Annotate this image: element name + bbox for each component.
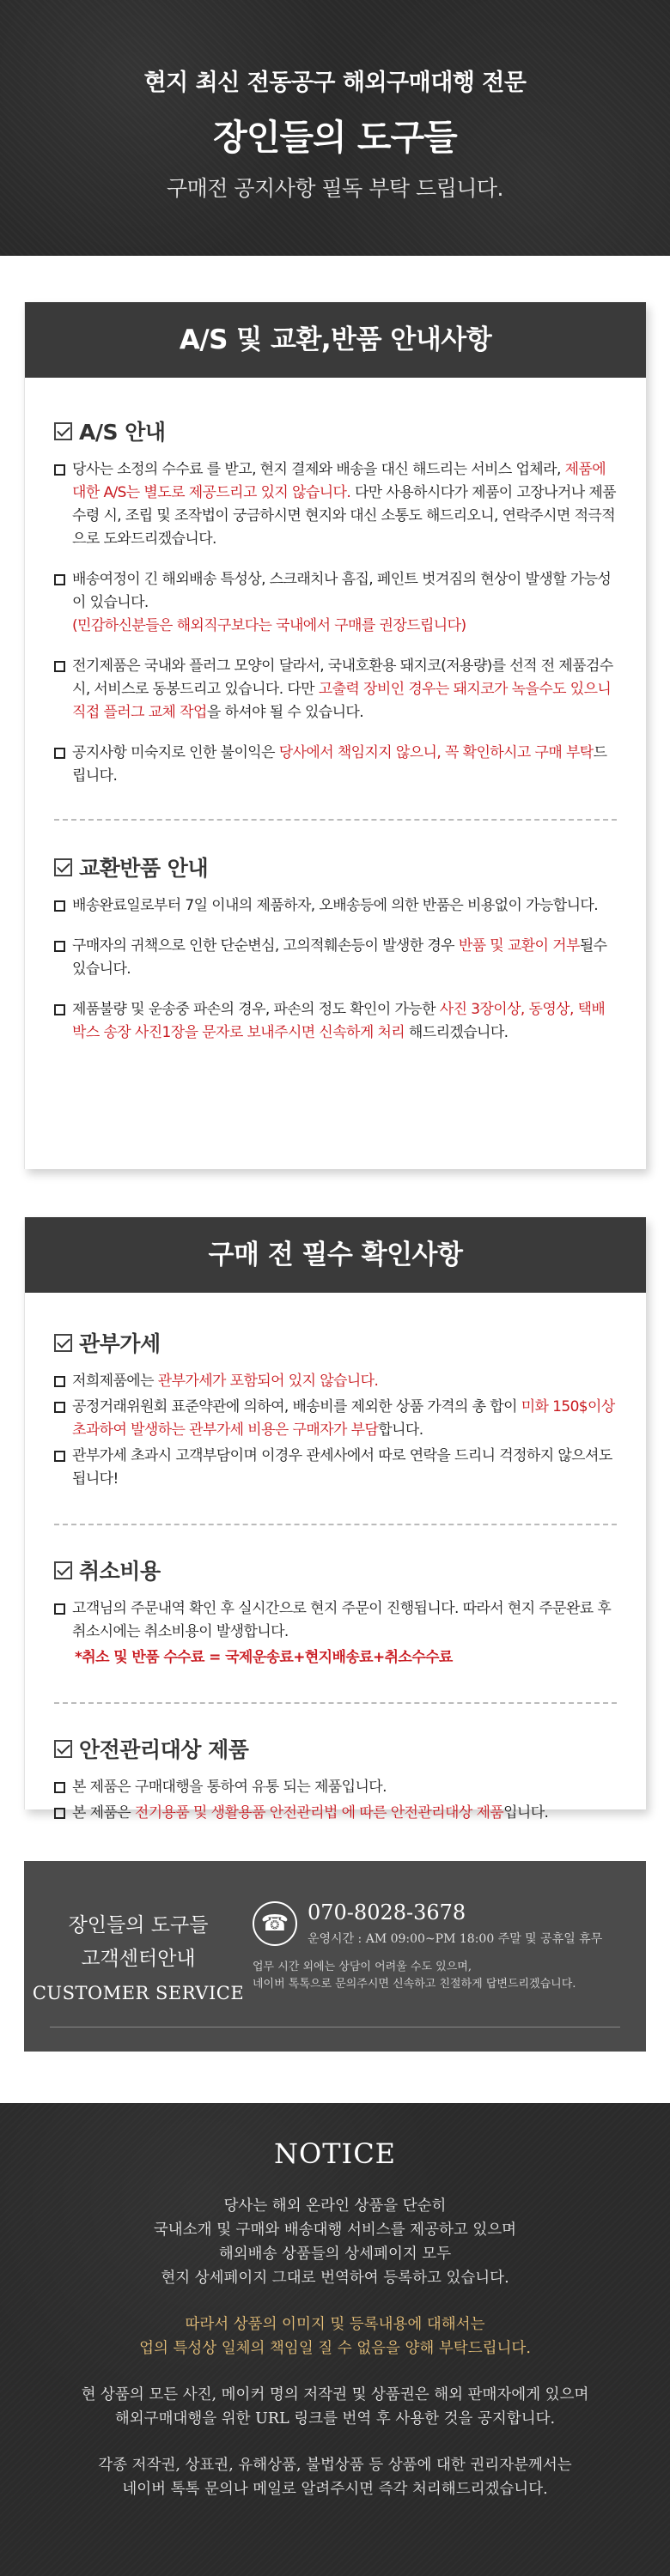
- as-card: [24, 302, 646, 1169]
- notice-paragraph-highlight: 따라서 상품의 이미지 및 등록내용에 대해서는 업의 특성상 일체의 책임일 질 수 없음을 양해 부탁드립니다.: [139, 2316, 531, 2357]
- checkbox-checked-icon: [54, 422, 72, 440]
- square-bullet-icon: [54, 661, 65, 672]
- notice-paragraph: 각종 저작권, 상표권, 유해상품, 불법상품 등 상품에 대한 권리자분께서는 네이버 톡톡 문의나 메일로 알려주시면 즉각 처리해드리겠습니다.: [98, 2457, 572, 2498]
- as-card-title: A/S 및 교환,반품 안내사항: [25, 302, 646, 378]
- square-bullet-icon: [54, 1808, 65, 1819]
- phone-icon: ☎: [253, 1901, 297, 1946]
- checkbox-checked-icon: [54, 858, 72, 876]
- list-item: 고객님의 주문내역 확인 후 실시간으로 현지 주문이 진행됩니다. 따라서 현지 주문완료 후 취소시에는 취소비용이 발생합니다.: [54, 1597, 617, 1644]
- notice-paragraph: 당사는 해외 온라인 상품을 단순히 국내소개 및 구매와 배송대행 서비스를 제공하고 있으며 해외배송 상품들의 상세페이지 모두 현지 상세페이지 그대로 번역하여 등록하고 있습니다.: [153, 2197, 517, 2287]
- hero-title: 장인들의 도구들: [213, 117, 457, 158]
- checkbox-checked-icon: [54, 1334, 72, 1352]
- list-item: 본 제품은 구매대행을 통하여 유통 되는 제품입니다.: [54, 1776, 617, 1799]
- list-item: 전기제품은 국내와 플러그 모양이 달라서, 국내호환용 돼지코(저용량)를 선적 전 제품검수 시, 서비스로 동봉드리고 있습니다. 다만 고출력 장비인 경우는 돼지코가 녹을수도 있으니 직접 플러그 교체 작업을 하셔야 될 수 있습니다.: [54, 655, 617, 724]
- as-section-heading: [54, 415, 617, 446]
- square-bullet-icon: [54, 1402, 65, 1413]
- notice-title: NOTICE: [273, 2137, 397, 2170]
- cancel-section: [25, 1525, 646, 1704]
- list-item: 관부가세 초과시 고객부담이며 이경우 관세사에서 따로 연락을 드리니 걱정하지 않으셔도 됩니다!: [54, 1445, 617, 1491]
- business-hours: 운영시간 : AM 09:00~PM 18:00 주말 및 공휴일 휴무: [308, 1932, 603, 1946]
- customer-service-box: [24, 1861, 646, 2052]
- list-item: 배송완료일로부터 7일 이내의 제품하자, 오배송등에 의한 반품은 비용없이 가능합니다.: [54, 894, 617, 918]
- square-bullet-icon: [54, 574, 65, 585]
- square-bullet-icon: [54, 900, 65, 912]
- tax-section: [25, 1293, 646, 1525]
- exchange-section-heading: [54, 852, 617, 882]
- notice-section: [0, 2103, 670, 2576]
- square-bullet-icon: [54, 1782, 65, 1793]
- service-note: 업무 시간 외에는 상담이 어려울 수도 있으며, 네이버 톡톡으로 문의주시면 신속하고 친절하게 답변드리겠습니다.: [253, 1961, 576, 1991]
- list-item: 저희제품에는 관부가세가 포함되어 있지 않습니다.: [54, 1370, 617, 1393]
- square-bullet-icon: [54, 1004, 65, 1015]
- hero-subtitle: 현지 최신 전동공구 해외구매대행 전문: [143, 70, 527, 96]
- square-bullet-icon: [54, 464, 65, 476]
- square-bullet-icon: [54, 941, 65, 952]
- customer-service-label: 장인들의 도구들 고객센터안내 CUSTOMER SERVICE: [32, 1914, 245, 2003]
- cancel-fee-note: *취소 및 반품 수수료 = 국제운송료+현지배송료+취소수수료: [75, 1649, 453, 1666]
- square-bullet-icon: [54, 1603, 65, 1615]
- notice-paragraph: 현 상품의 모든 사진, 메이커 명의 저작권 및 상품권은 해외 판매자에게 있으며 해외구매대행을 위한 URL 링크를 번역 후 사용한 것을 공지합니다.: [81, 2386, 589, 2428]
- list-item: 제품불량 및 운송중 파손의 경우, 파손의 정도 확인이 가능한 사진 3장이상, 동영상, 택배박스 송장 사진1장을 문자로 보내주시면 신속하게 처리 해드리겠습니다.: [54, 998, 617, 1045]
- list-item: 당사는 소정의 수수료 를 받고, 현지 결제와 배송을 대신 해드리는 서비스 업체라, 제품에 대한 A/S는 별도로 제공드리고 있지 않습니다. 다만 사용하시다가 제품이 고장나거나 제품 수령 시, 조립 및 조작법이 궁금하시면 현지와 대신 소통도 해드리오니, 연락주시면 적극적으로 도와드리겠습니다.: [54, 458, 617, 551]
- as-card-wrap: [0, 302, 670, 1169]
- checkbox-checked-icon: [54, 1561, 72, 1579]
- purchase-card: [24, 1217, 646, 1821]
- safety-section-heading: [54, 1733, 617, 1764]
- customer-service-info: [253, 1861, 646, 2052]
- as-section-title: A/S 안내: [79, 420, 166, 445]
- square-bullet-icon: [54, 1451, 65, 1462]
- exchange-section: [25, 821, 646, 1045]
- phone-number[interactable]: 070-8028-3678: [308, 1900, 466, 1924]
- purchase-card-title: 구매 전 필수 확인사항: [25, 1217, 646, 1293]
- list-item: 배송여정이 긴 해외배송 특성상, 스크래치나 흠집, 페인트 벗겨짐의 현상이 발생할 가능성이 있습니다. (민감하신분들은 해외직구보다는 국내에서 구매를 권장드립니다): [54, 568, 617, 638]
- tax-section-heading: [54, 1327, 617, 1358]
- as-section: [25, 378, 646, 821]
- safety-section-title: 안전관리대상 제품: [79, 1737, 249, 1762]
- tax-section-title: 관부가세: [79, 1331, 161, 1356]
- list-item: 공지사항 미숙지로 인한 불이익은 당사에서 책임지지 않으니, 꼭 확인하시고 구매 부탁드립니다.: [54, 742, 617, 788]
- hero-banner: [0, 0, 670, 256]
- list-item: 공정거래위원회 표준약관에 의하여, 배송비를 제외한 상품 가격의 총 합이 미화 150$이상 초과하여 발생하는 관부가세 비용은 구매자가 부담합니다.: [54, 1396, 617, 1442]
- cancel-section-title: 취소비용: [79, 1559, 161, 1584]
- square-bullet-icon: [54, 748, 65, 759]
- checkbox-checked-icon: [54, 1740, 72, 1758]
- list-item: 구매자의 귀책으로 인한 단순변심, 고의적훼손등이 발생한 경우 반품 및 교환이 거부될수 있습니다.: [54, 935, 617, 981]
- list-item: 본 제품은 전기용품 및 생활용품 안전관리법 에 따른 안전관리대상 제품입니다.: [54, 1802, 617, 1825]
- cancel-section-heading: [54, 1555, 617, 1585]
- purchase-card-wrap: [0, 1217, 670, 1821]
- hero-tagline: 구매전 공지사항 필독 부탁 드립니다.: [167, 176, 503, 201]
- square-bullet-icon: [54, 1376, 65, 1387]
- safety-section: [25, 1704, 646, 1825]
- exchange-section-title: 교환반품 안내: [79, 856, 209, 881]
